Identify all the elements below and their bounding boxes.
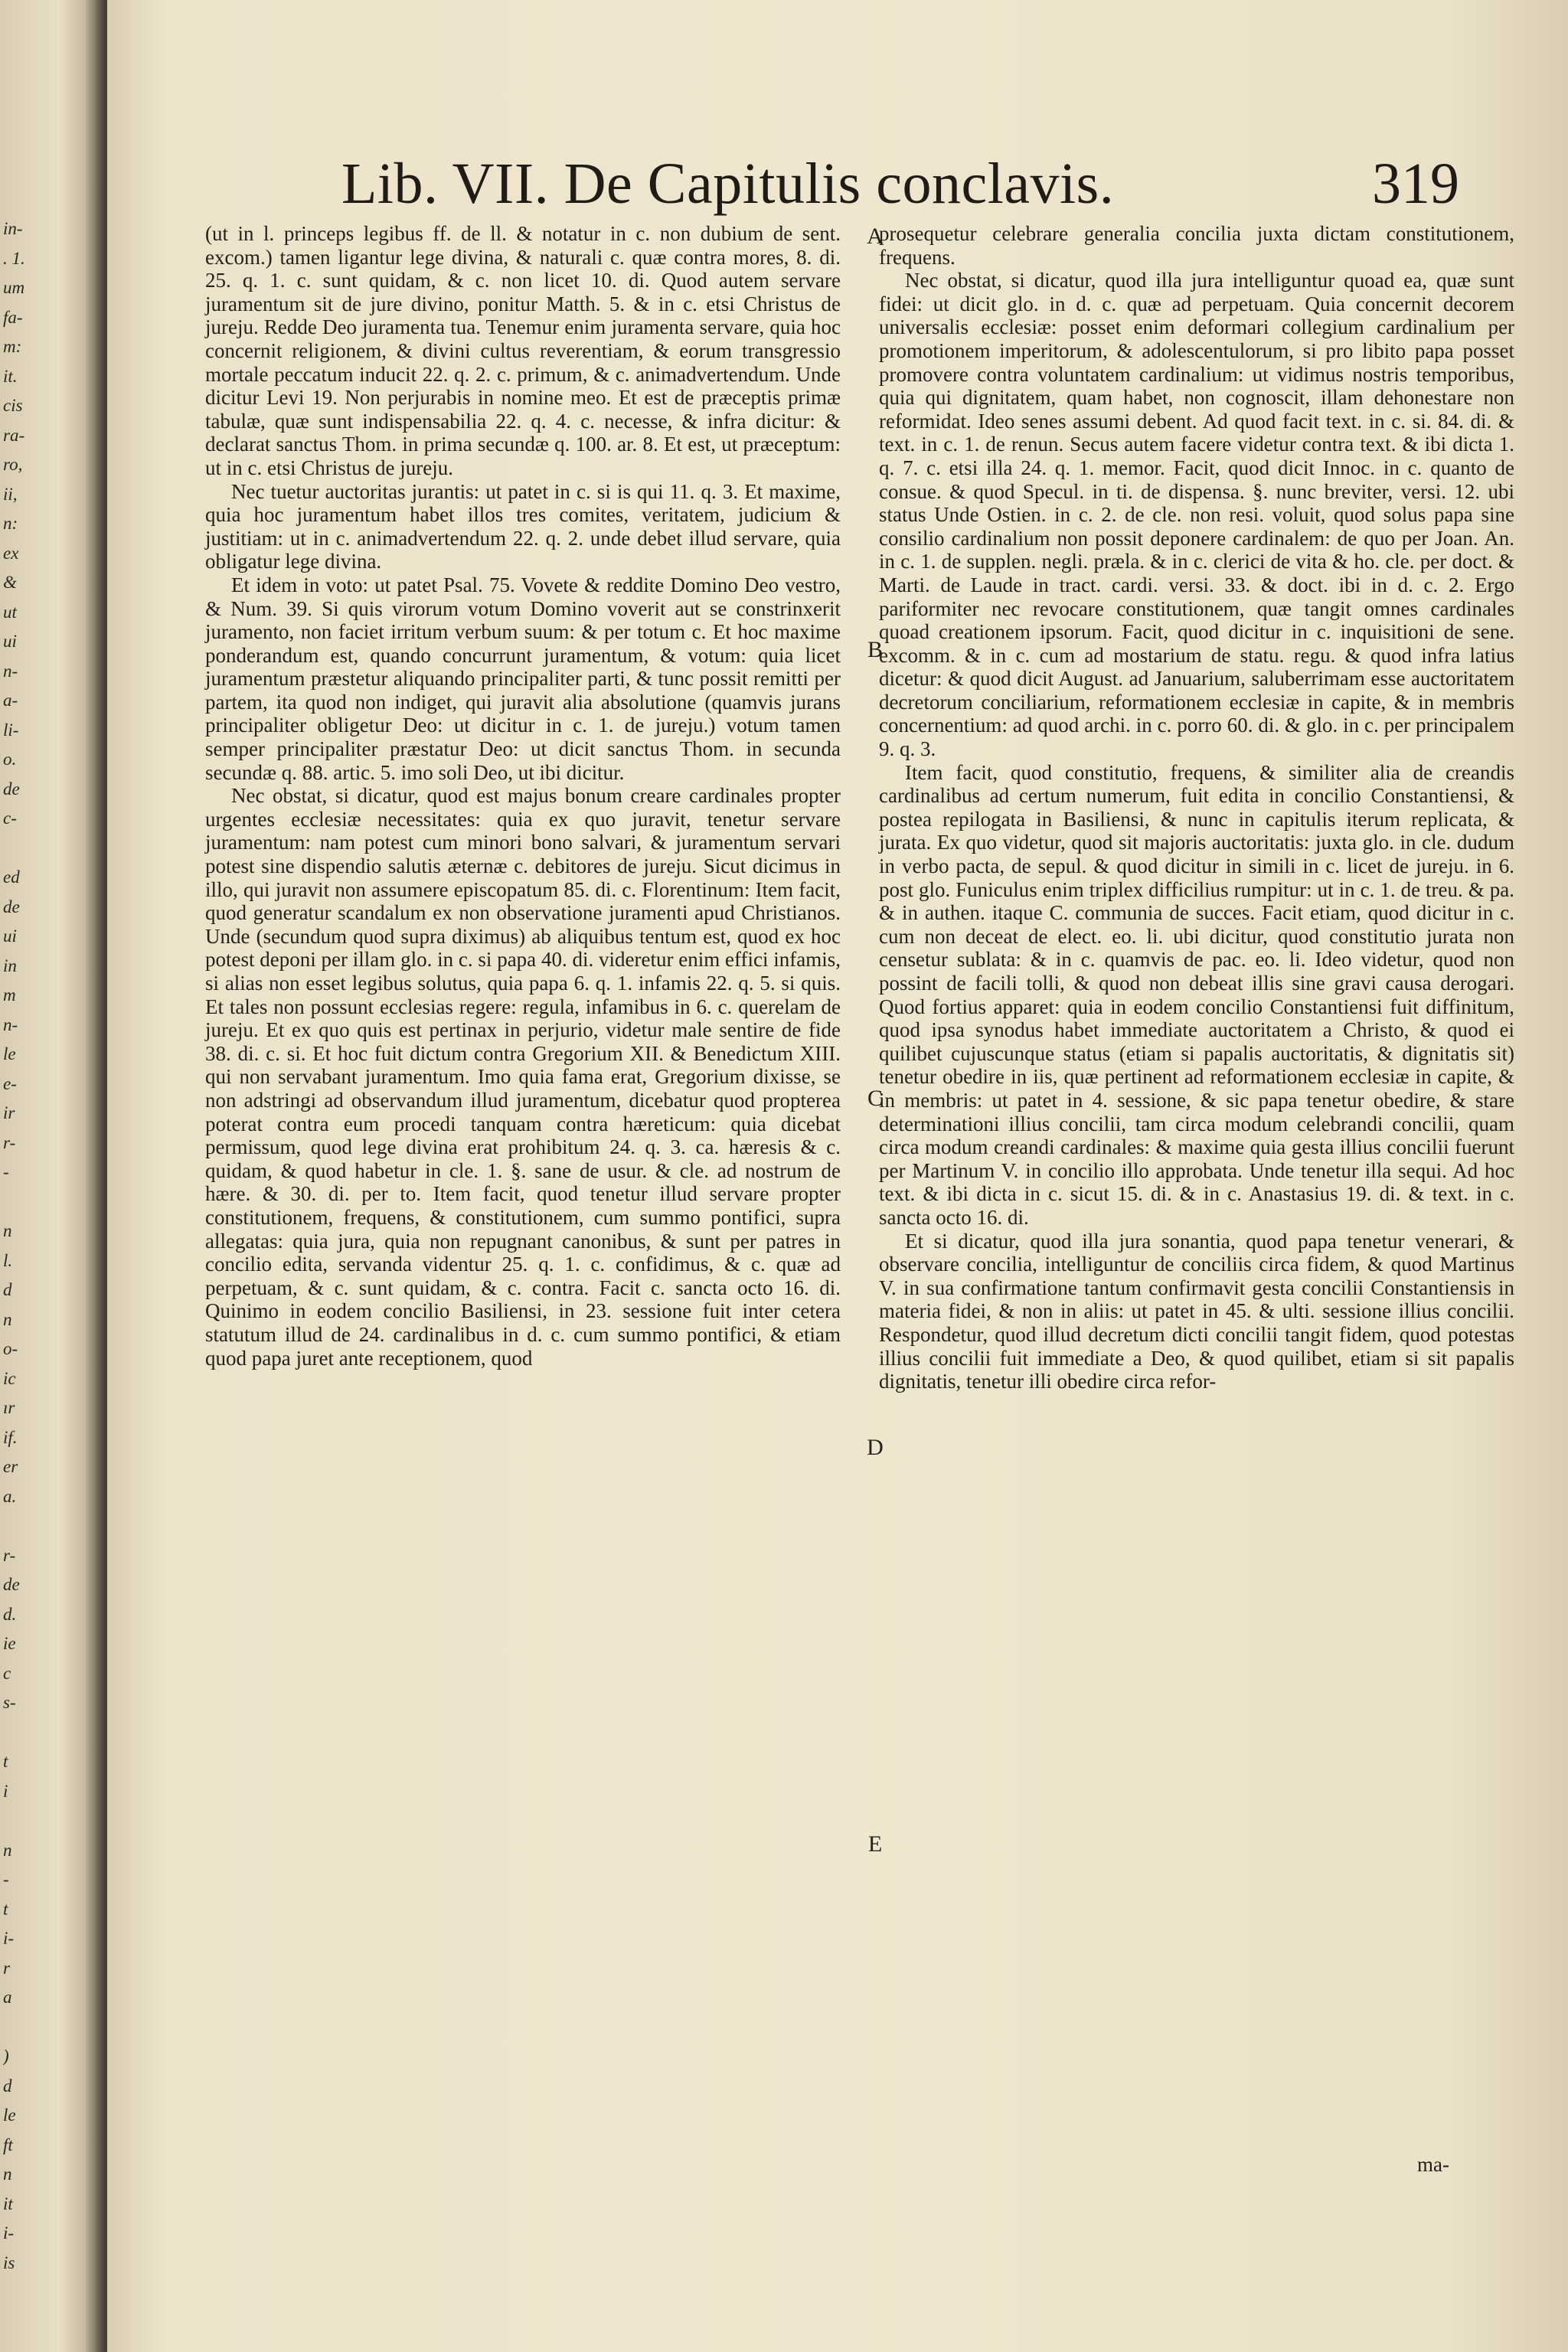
facing-page-fragment: m [3,985,16,1004]
facing-page-fragment [3,1187,49,1217]
facing-page-fragment: i- [3,1929,15,1948]
facing-page-fragment: l. [3,1250,13,1270]
facing-page-fragment: n [3,1309,12,1329]
facing-page-fragment: le [3,2105,16,2125]
facing-page-fragment: - [3,1162,9,1181]
facing-page-fragment: ut [3,602,17,622]
facing-page-fragment: & [3,573,17,592]
paragraph: Nec tuetur auctoritas jurantis: ut patet in c. si is qui 11. q. 3. Et maxime, quia hoc juramentum habet illos tres comites, veritatem, judicium & justitiam: ut in c. animadvertendum 22. q. 2. unde debet illud servare, quia obligatur lege divina. [205,479,841,573]
facing-page-fragment: o. [3,750,17,769]
facing-page-fragment: ex [3,543,19,563]
paragraph: Et si dicatur, quod illa jura sonantia, quod papa tenetur venerari, & observare concilia, intelliguntur de conciliis circa fidem, & quod Martinus V. in sua confirmatione tantum confirmavit gesta concilii Constantiensis in materia fidei, & non in aliis: ut patet in 45. & ulti. sessione illius concilii. Respondetur, quod illud decretum dicti concilii tangit fidem, quod potestas illius concilii fuit immediate a Deo, & quod quilibet, etiam si sit papalis dignitatis, tenetur illi obedire circa refor- [879,1229,1514,1393]
facing-page-fragment: r [3,1958,10,1978]
facing-page-fragment [3,1718,49,1748]
page-number: 319 [1372,152,1459,216]
section-letter-b: B [867,637,883,662]
facing-page-fragment [3,834,49,864]
paragraph: Nec obstat, si dicatur, quod illa jura intelliguntur quoad ea, quæ sunt fidei: ut dicit glo. in d. c. quæ ad perpetuam. Quia concernit decorem universalis ecclesiæ: posset enim deformari collegium cardinalium per promotionem imperitorum, & adolescentulorum, si pro libito papa posset promovere contra voluntatem cardinalium: ut vidimus nostris temporibus, quia qui dignitatem, quam habet, non cognoscit, illam dehonestare non reformidat. Ideo senes assumi debent. Ad quod facit text. in c. si. 84. di. & text. in c. 1. de renun. Secus autem facere videtur contra text. & ibi dicta 1. q. 7. c. etsi illa 24. q. 1. memor. Facit, quod dicit Innoc. in c. quanto de consue. & quod Specul. in ti. de dispensa. §. nunc breviter, versi. 12. ubi status Unde Ostien. in c. 2. de cle. non resi. voluit, quod solus papa sine consilio cardinalium non possit deponere cardinalem: de quo per Joan. An. in c. 1. de supplen. negli. præla. & in c. clerici de vita & ho. cle. per doct. & Marti. de Laude in tract. cardi. versi. 33. & doct. ibi in d. c. 2. Ergo pariformiter nec revocare constitutionem, quæ tangit omnes cardinales quoad creationem ipsorum. Facit, quod dicitur in c. inquisitioni de sene. excomm. & in c. cum ad mostarium de statu. regu. & quod infra latius dicetur: & quod dicit August. ad Januarium, saluberrimam esse auctoritatem decretorum conciliarium, reformationem ecclesiæ in capite, & in membris concernentium: ad quod archi. in c. porro 60. di. & glo. in c. per principalem 9. q. 3. [879,269,1514,761]
paragraph: prosequetur celebrare generalia concilia juxta dictam constitutionem, frequens. [879,222,1514,269]
facing-page-fragment: ed [3,867,20,887]
facing-page-fragment: c- [3,808,17,828]
running-title: Lib. VII. De Capitulis conclavis. [341,152,1115,216]
facing-page-fragment: ui [3,926,17,946]
facing-page-fragment: o- [3,1339,18,1358]
facing-page-fragment: le [3,1044,16,1063]
facing-page-fragment: i [3,1781,8,1801]
facing-page-fragment: n- [3,661,18,681]
section-letter-d: D [867,1435,884,1460]
facing-page-fragment: ır [3,1398,15,1417]
paragraph: Item facit, quod constitutio, frequens, & similiter alia de creandis cardinalibus ad certum numerum, fuit edita in concilio Constantiensi, & postea repilogata in Basiliensi, & nunc in capitulis iterum replicata, & jurata. Ex quo videtur, quod sit majoris auctoritatis: juxta glo. in cle. dudum in verbo pacta, de sepul. & quod dicitur in simili in c. licet de jureju. in 6. post glo. Funiculus enim triplex difficilius rumpitur: ut in c. 1. de treu. & pa. & in authen. itaque C. communia de succes. Facit etiam, quod dicitur in c. cum non deceat de elect. eo. li. ubi dicitur, quod constitutio jurata non censetur sublata: & in c. quamvis de pac. eo. li. Ideo videtur, quod non possint de facili tolli, & quod non debeat illis sine gravi causa derogari. Quod fortius apparet: quia in eodem concilio Constantiensi fuit diffinitum, quod ipsa synodus habet immediate auctoritatem a Christo, & quod ei quilibet cujuscunque status (etiam si papalis auctoritatis, & dignitatis sit) tenetur obedire in iis, quæ pertinent ad reformationem ecclesiæ in capite, & in membris: ut patet in 4. sessione, & sic papa tenetur obedire, & stare determinationi illius concilii, tam circa modum celebrandi concilii, quam circa modum creandi cardinales: & maxime quia gesta illius concilii fuerunt per Martinum V. in concilio illo approbata. Unde tenetur illa sequi. Ad hoc text. & ibi dicta in c. sicut 15. di. & in c. Anastasius 19. di. & text. in c. sancta octo 16. di. [879,760,1514,1229]
facing-page-fragment: . 1. [3,248,25,268]
facing-page-fragment: t [3,1899,8,1919]
facing-page-fragment: ) [3,2047,9,2066]
facing-page-fragment: d. [3,1604,17,1624]
facing-page-fragment: a- [3,691,18,710]
facing-page-fragment: ie [3,1634,16,1653]
facing-page-fragment: if. [3,1427,18,1447]
facing-page-fragment: ir [3,1103,15,1122]
facing-page-fragment: ro, [3,455,23,474]
facing-page-fragment: n [3,1840,12,1860]
facing-page-fragment: ui [3,632,17,651]
facing-page-fragment: fa- [3,307,23,327]
facing-page-fragment: it. [3,366,18,386]
facing-page-fragment: e- [3,1073,17,1093]
facing-page-fragment: de [3,1575,20,1594]
section-letter-a: A [867,224,884,249]
facing-page-fragment: ii, [3,484,18,504]
facing-page-fragment: in- [3,219,23,238]
facing-page-fragment: li- [3,720,19,740]
catchword: ma- [1417,2153,1449,2176]
section-letter-c: C [867,1086,883,1111]
facing-page-margin-text [3,214,49,2278]
facing-page-fragment: t [3,1752,8,1771]
facing-page-fragment: ra- [3,425,25,445]
facing-page-fragment: d [3,2076,12,2096]
facing-page-fragment: cis [3,396,23,415]
facing-page-fragment: is [3,2252,15,2272]
facing-page-fragment: n: [3,514,18,533]
facing-page-fragment: de [3,897,20,916]
page-header [341,145,1459,230]
paragraph: Et idem in voto: ut patet Psal. 75. Vovete & reddite Domino Deo vestro, & Num. 39. Si quis virorum votum Domino voverit aut se constrinxerit juramento, non faciet irritum verbum suum: & per totum c. Et hoc maxime ponderandum est, quando concurrunt juramentum, & votum: quia licet juramentum præstetur aliquando principaliter parti, & tunc possit remitti per partem, ita quod non indiget, qui juravit alia absolutione (quamvis jurans principaliter obligetur Deo: ut dicitur in c. 1. de jureju.) votum tamen semper principaliter præstatur Deo: ut dicit sanctus Thom. in secunda secundæ q. 88. artic. 5. imo soli Deo, ut ibi dicitur. [205,573,841,784]
facing-page-fragment: ic [3,1368,16,1388]
facing-page-fragment: s- [3,1693,16,1712]
facing-page-fragment: de [3,779,20,799]
left-text-column [205,222,841,1370]
facing-page-fragment: c [3,1663,11,1683]
book-page [107,0,1568,2352]
facing-page-fragment: a. [3,1486,17,1506]
facing-page-fragment: ft [3,2135,13,2154]
facing-page-fragment: n [3,2164,12,2184]
right-text-column [879,222,1514,1393]
facing-page-fragment: it [3,2194,13,2213]
facing-page-fragment [3,2013,49,2043]
facing-page-fragment: i- [3,2223,15,2243]
section-letter-e: E [867,1831,883,1857]
facing-page-fragment: d [3,1280,12,1299]
facing-page-fragment: - [3,1870,9,1889]
facing-page-fragment [3,1806,49,1836]
facing-page-fragment: n- [3,1014,18,1034]
facing-page-fragment: er [3,1457,18,1476]
facing-page-fragment: um [3,278,25,297]
facing-page-fragment: m: [3,337,22,356]
paragraph: Nec obstat, si dicatur, quod est majus bonum creare cardinales propter urgentes ecclesiæ necessitates: quia ex quo juravit, tenetur servare juramentum: nam potest cum minori bono salvari, & juramentum servari potest sine dispendio salutis æternæ c. debitores de jureju. Sicut dicimus in illo, qui juravit non assumere episcopatum 85. di. c. Florentinum: Item facit, quod generatur scandalum ex non observatione juramenti apud Christianos. Unde (secundum quod supra diximus) ab aliquibus tentum est, quod ex hoc potest deponi per illam glo. in c. si papa 40. di. videretur enim effici infamis, si alias non esset legibus solutus, quia papa 6. q. 1. infamis 22. q. 5. si quis. Et tales non possunt ecclesias regere: regula, infamibus in 6. c. querelam de jureju. Et ex quo quis est pertinax in perjurio, videtur male sentire de fide 38. di. c. si. Et hoc fuit dictum contra Gregorium XII. & Benedictum XIII. qui non servabant juramentum. Imo quia fama erat, Gregorium dixisse, se non adstringi ad observandum illud juramentum, dicebatur quod propterea poterat contra eum procedi tanquam contra hæreticum: quia dicebat permissum, quod lege divina erat prohibitum 24. q. 3. ca. hæresis & c. quidam, & quod habetur in cle. 1. §. sane de usur. & cle. ad nostrum de hære. & 30. di. per to. Item facit, quod tenetur illud servare propter constitutionem, frequens, & constitutionem, cum summo pontifici, supra allegatas: quia jura, quia non repugnant canonibus, & sunt per patres in concilio edita, servanda videntur 25. q. 1. c. confidimus, & c. quæ ad perpetuam, & c. sunt quidam, & c. contra. Facit c. sancta octo 16. di. Quinimo in eodem concilio Basiliensi, in 23. sessione fuit inter cetera statutum illud de 24. cardinalibus in d. c. cum summo pontifici, & etiam quod papa juret ante receptionem, quod [205,784,841,1370]
facing-page-fragment [3,1511,49,1541]
paragraph: (ut in l. princeps legibus ff. de ll. & notatur in c. non dubium de sent. excom.) tamen ligantur lege divina, & naturali c. quæ contra mores, 8. di. 25. q. 1. c. sunt quidam, & c. non licet 10. di. Quod autem servare juramentum sit de jure divino, ponitur Matth. 5. & in c. etsi Christus de jureju. Redde Deo juramenta tua. Tenemur enim juramenta servare, quia hoc concernit religionem, & divini cultus reverentiam, & eorum transgressio mortale peccatum inducit 22. q. 2. c. primum, & c. animadvertendum. Unde dicitur Levi 19. Non perjurabis in nomine meo. Et est de præceptis primæ tabulæ, quæ sunt indispensabilia 22. q. 4. c. necesse, & infra dicitur: & declarat sanctus Thom. in prima secundæ q. 100. ar. 8. Et est, ut præceptum: ut in c. etsi Christus de jureju. [205,222,841,479]
facing-page-fragment: in [3,956,17,975]
facing-page-fragment: n [3,1221,12,1240]
facing-page-fragment: r- [3,1132,16,1152]
facing-page-fragment: r- [3,1545,16,1565]
facing-page-fragment: a [3,1988,12,2007]
